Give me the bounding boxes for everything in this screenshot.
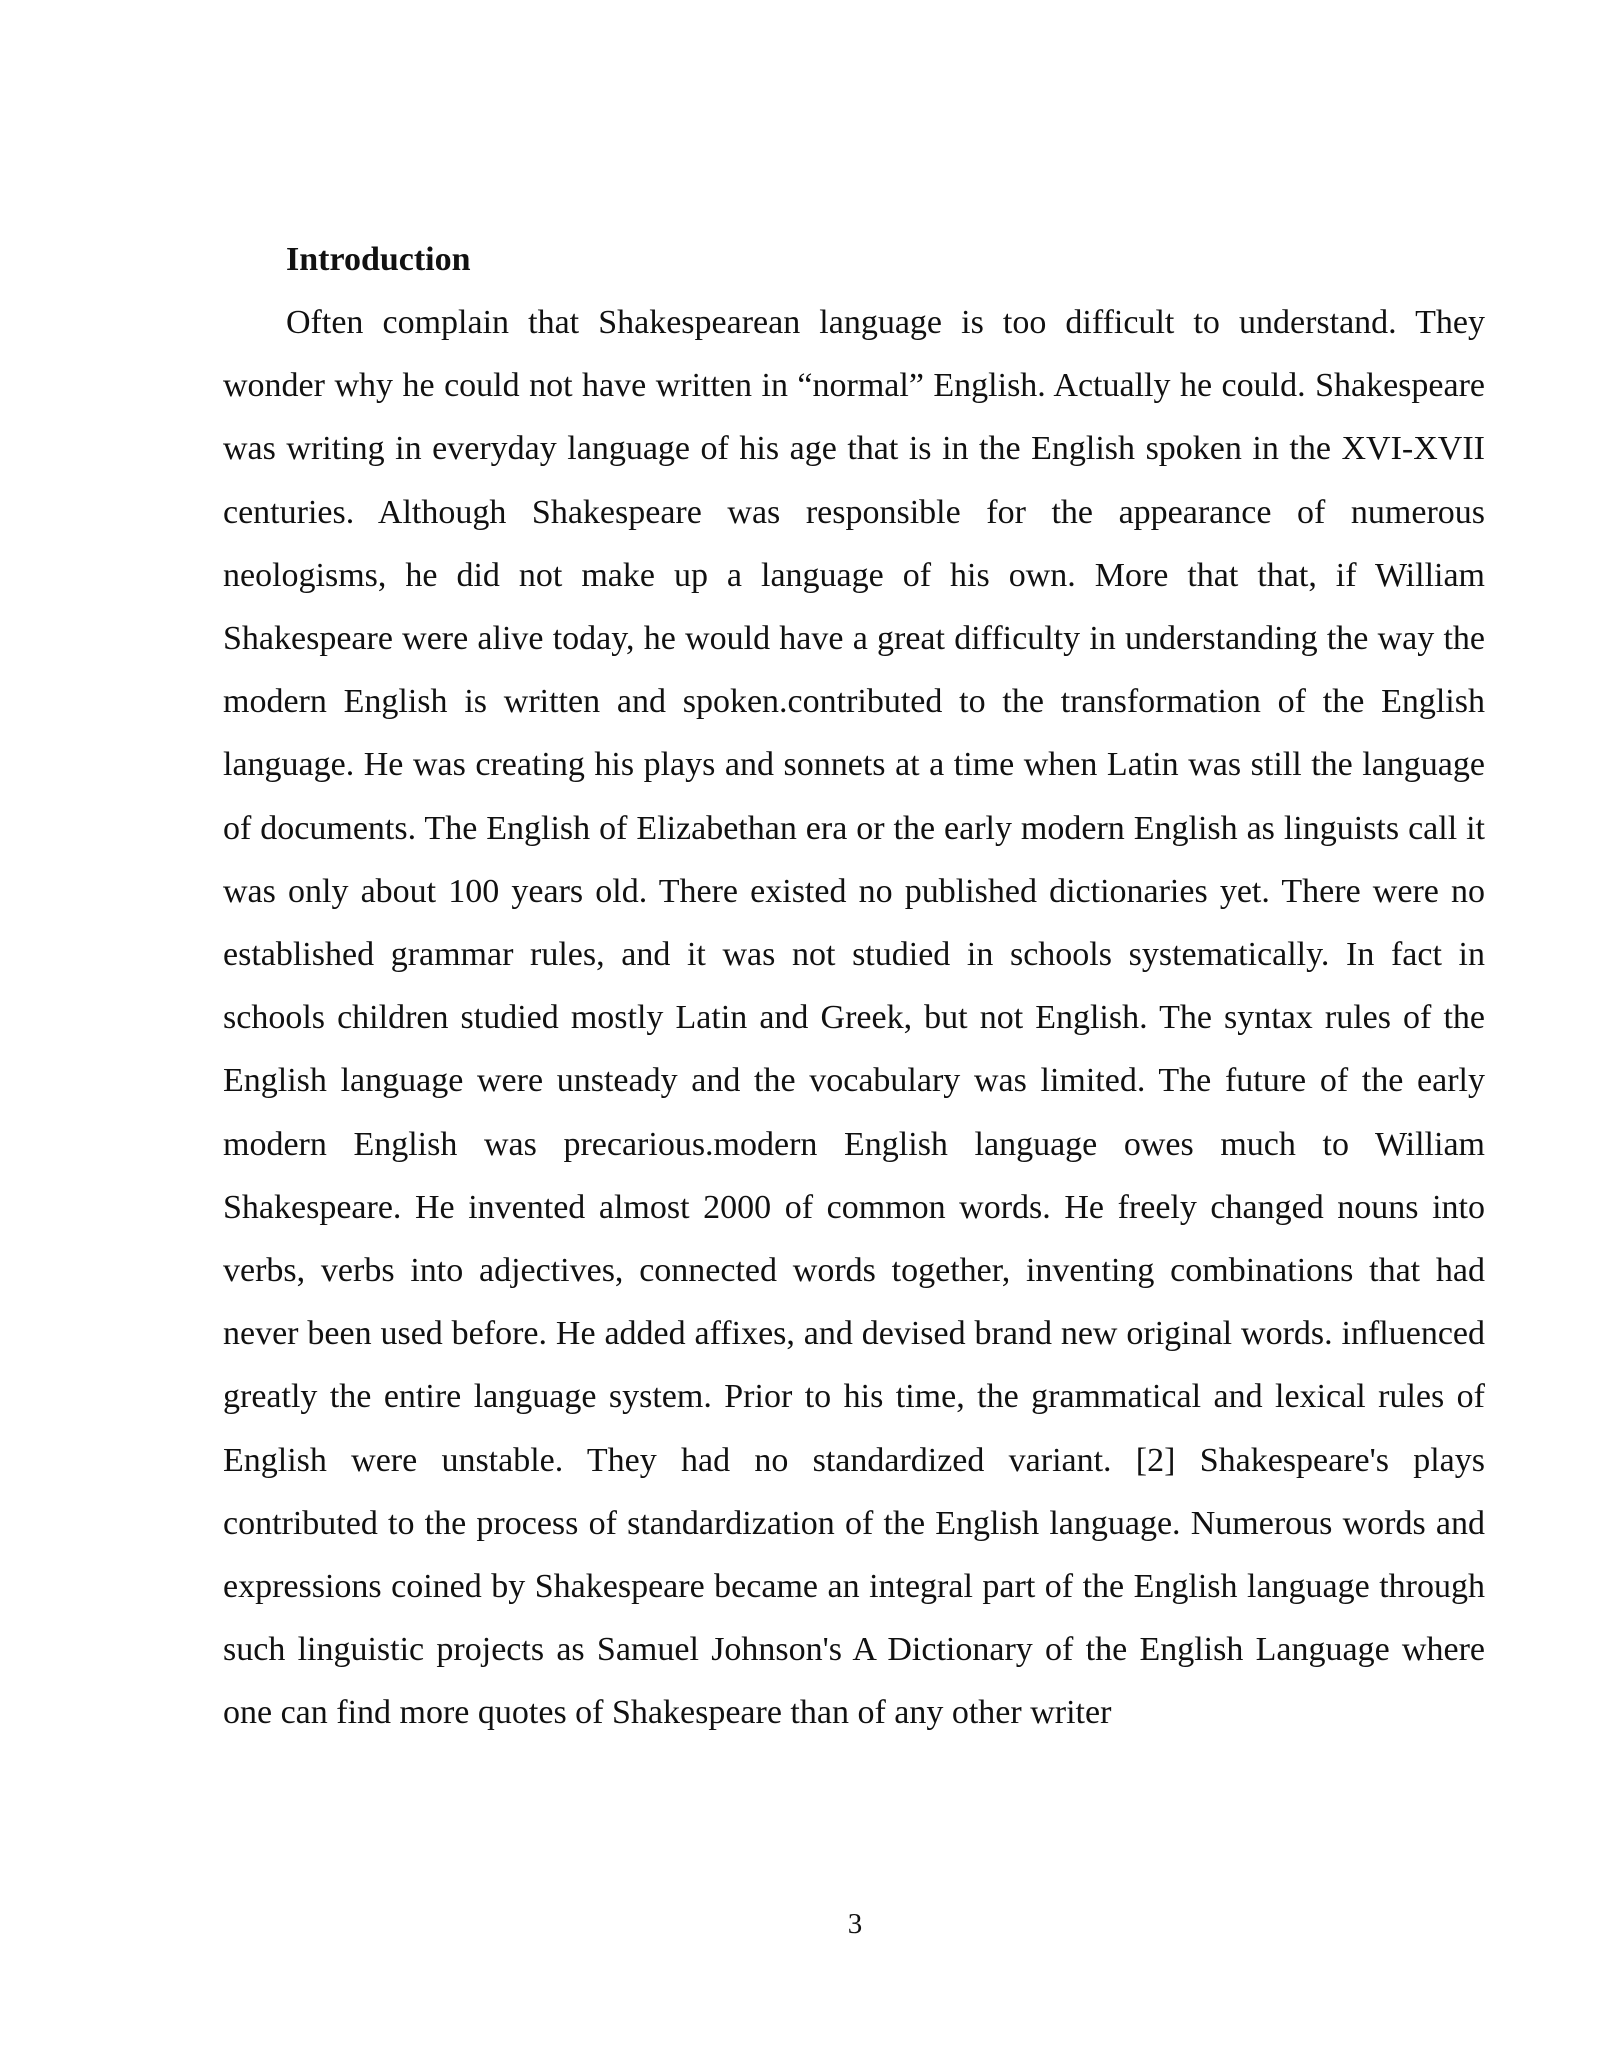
section-heading: Introduction [286,241,471,278]
body-paragraph: Often complain that Shakespearean language is too difficult to understand. They wonder why he could not have written in “normal” English. Actually he could. Shakespeare was writing in everyday language of his age that is in the English spoken in the XVI-XVII centuries. Although Shakespeare was responsible for the appearance of numerous neologisms, he did not make up a language of his own. More that that, if William Shakespeare were alive today, he would have a great difficulty in understanding the way the modern English is written and spoken.contributed to the transformation of the English language. He was creating his plays and sonnets at a time when Latin was still the language of documents. The English of Elizabethan era or the early modern English as linguists call it was only about 100 years old. There existed no published dictionaries yet. There were no established grammar rules, and it was not studied in schools systematically. In fact in schools children studied mostly Latin and Greek, but not English. The syntax rules of the English language were unsteady and the vocabulary was limited. The future of the early modern English was precarious.modern English language owes much to William Shakespeare. He invented almost 2000 of common words. He freely changed nouns into verbs, verbs into adjectives, connected words together, inventing combinations that had never been used before. He added affixes, and devised brand new original words. influenced greatly the entire language system. Prior to his time, the grammatical and lexical rules of English were unstable. They had no standardized variant. [2] Shakespeare's plays contributed to the process of standardization of the English language. Numerous words and expressions coined by Shakespeare became an integral part of the English language through such linguistic projects as Samuel Johnson's A Dictionary of the English Language where one can find more quotes of Shakespeare than of any other writer [223,304,1485,1732]
page-number: 3 [847,1908,863,1940]
page-content [223,228,1485,1745]
